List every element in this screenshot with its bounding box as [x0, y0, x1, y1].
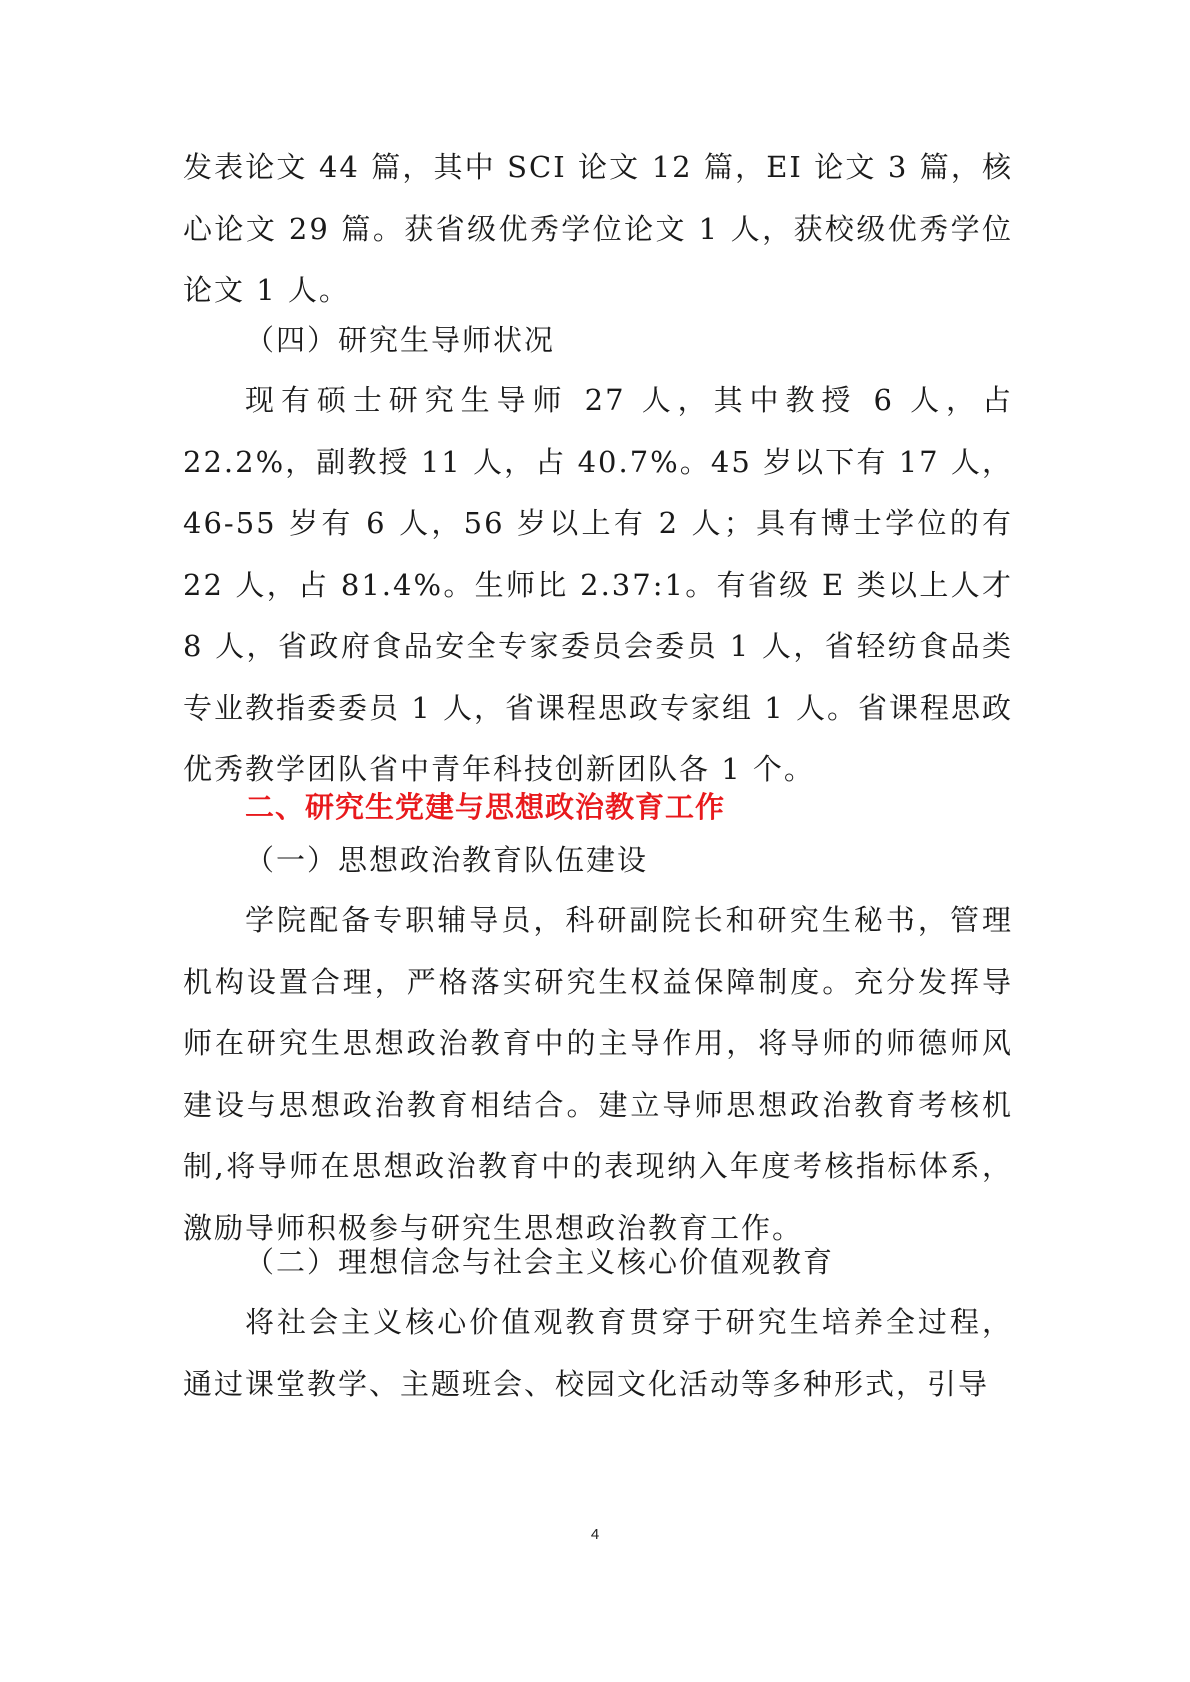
subheading-team-building: （一）思想政治教育队伍建设 [245, 843, 649, 877]
subheading-supervisors: （四）研究生导师状况 [245, 323, 556, 357]
paragraph-supervisors: 现有硕士研究生导师 27 人，其中教授 6 人，占 22.2%，副教授 11 人，占 40.7%。45 岁以下有 17 人，46-55 岁有 6 人，56 岁以上有 2 人；具有博士学位的有 22 人，占 81.4%。生师比 2.37:1。有省级 E 类以上人才 8 人，省政府食品安全专家委员会委员 1 人，省轻纺食品类专业教指委委员 1 人，省课程思政专家组 1 人。省课程思政优秀教学团队省中青年科技创新团队各 1 个。 [183, 383, 1013, 786]
paragraph-publications: 发表论文 44 篇，其中 SCI 论文 12 篇，EI 论文 3 篇，核心论文 29 篇。获省级优秀学位论文 1 人，获校级优秀学位论文 1 人。 [183, 150, 1013, 307]
section-heading-party-building: 二、研究生党建与思想政治教育工作 [245, 790, 726, 824]
page-number: 4 [590, 1526, 600, 1543]
paragraph-core-values: 将社会主义核心价值观教育贯穿于研究生培养全过程，通过课堂教学、主题班会、校园文化活动等多种形式，引导 [183, 1305, 1013, 1401]
subheading-core-values: （二）理想信念与社会主义核心价值观教育 [245, 1245, 835, 1279]
paragraph-team-building: 学院配备专职辅导员，科研副院长和研究生秘书，管理机构设置合理，严格落实研究生权益保障制度。充分发挥导师在研究生思想政治教育中的主导作用，将导师的师德师风建设与思想政治教育相结合。建立导师思想政治教育考核机制,将导师在思想政治教育中的表现纳入年度考核指标体系，激励导师积极参与研究生思想政治教育工作。 [183, 903, 1013, 1245]
